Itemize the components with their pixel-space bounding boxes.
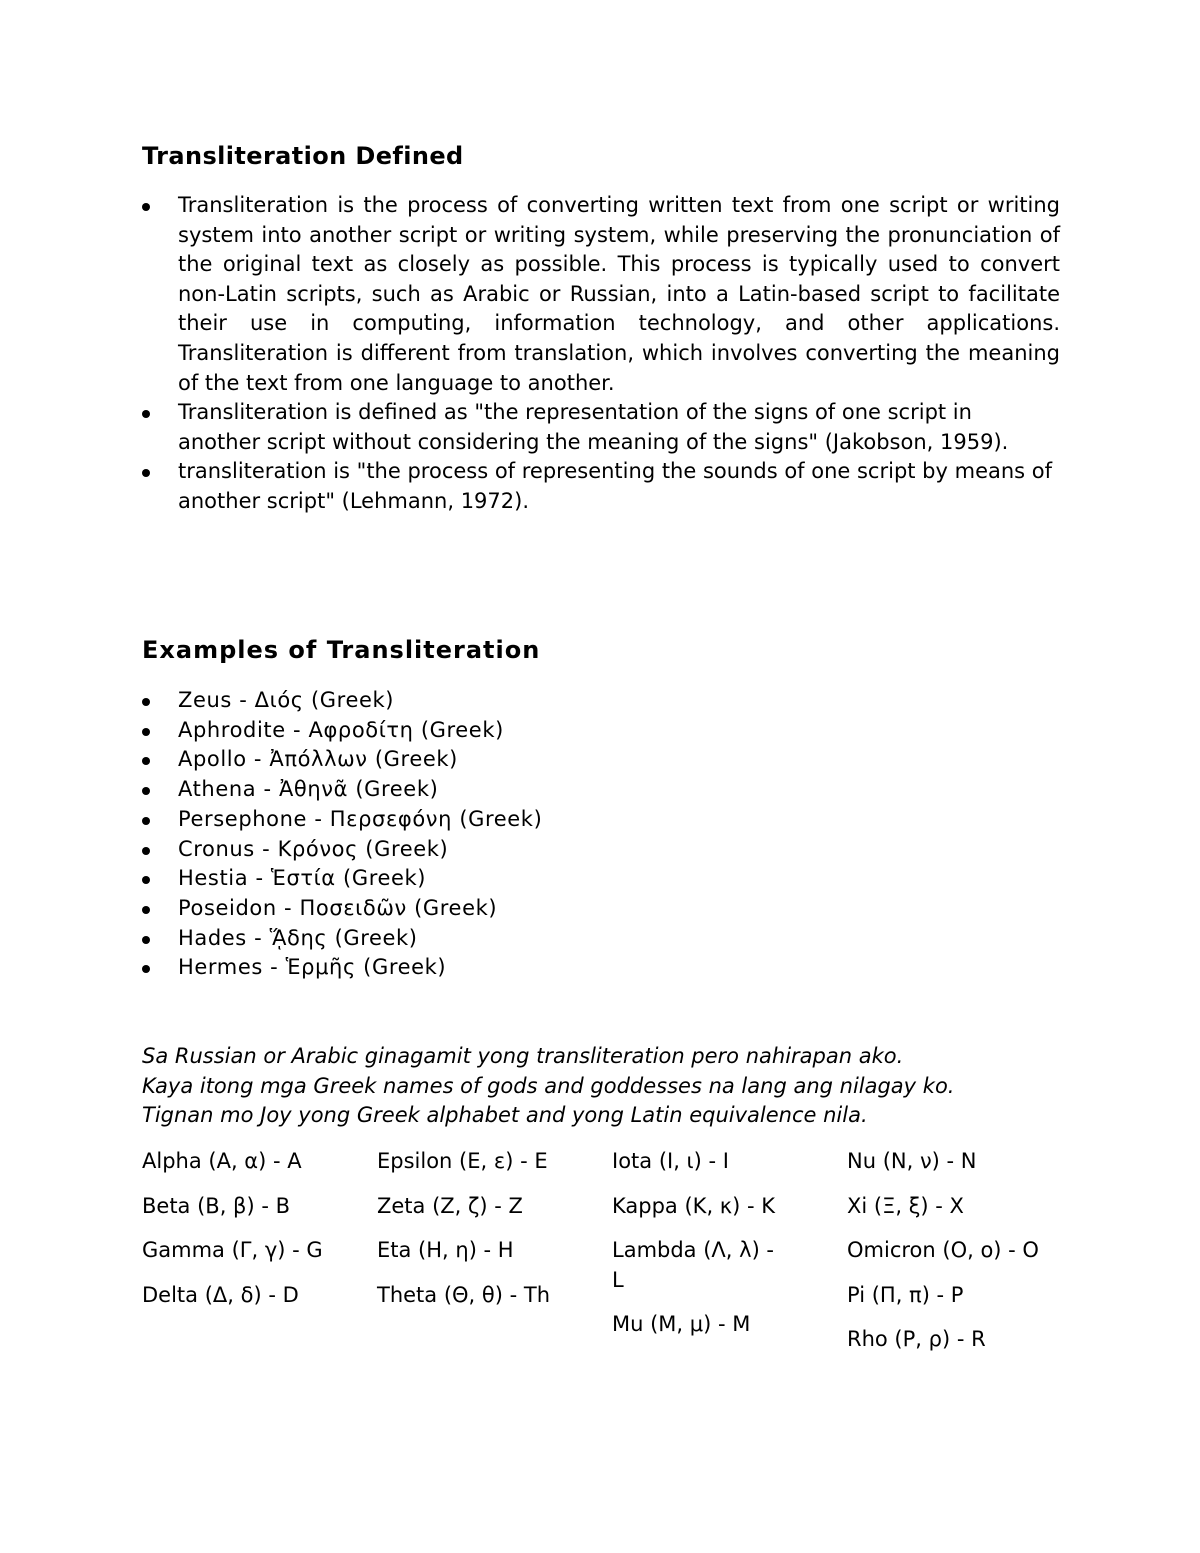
alphabet-entry: Delta (Δ, δ) - D [142, 1282, 299, 1307]
alphabet-entry: Xi (Ξ, ξ) - X [847, 1193, 964, 1218]
list-item [142, 686, 842, 716]
list-item-text: Persephone - Περσεφόνη (Greek) [178, 806, 543, 831]
alphabet-entry: Beta (Β, β) - B [142, 1193, 290, 1218]
alphabet-column [612, 1147, 847, 1370]
list-item-text: transliteration is "the process of representing the sounds of one script by means of another script" (Lehmann, 1972). [178, 459, 1053, 513]
bullet-icon [142, 698, 150, 706]
alphabet-entry: Theta (Θ, θ) - Th [377, 1282, 551, 1307]
list-item-text: Poseidon - Ποσειδῶν (Greek) [178, 895, 498, 920]
bullet-icon [142, 787, 150, 795]
list-item-text: Zeus - Διός (Greek) [178, 688, 395, 712]
alphabet-entry: Alpha (Α, α) - A [142, 1149, 302, 1173]
alphabet-entry: Mu (Μ, μ) - M [612, 1312, 751, 1336]
section-heading-examples: Examples of Transliteration [142, 636, 541, 664]
list-item [142, 457, 1060, 516]
list-item [142, 191, 1060, 398]
alphabet-entry: Lambda (Λ, λ) - L [612, 1238, 775, 1292]
alphabet-entry: Kappa (Κ, κ) - K [612, 1193, 776, 1218]
list-item [142, 398, 1060, 457]
definition-list [142, 191, 1060, 517]
list-item-text: Hermes - Ἑρμῆς (Greek) [178, 955, 447, 980]
bullet-icon [142, 876, 150, 884]
alphabet-entry: Nu (Ν, ν) - N [847, 1149, 977, 1173]
list-item-text: Cronus - Κρόνος (Greek) [178, 836, 449, 861]
alphabet-entry: Gamma (Γ, γ) - G [142, 1238, 323, 1262]
list-item [142, 864, 842, 894]
list-item [142, 835, 842, 865]
examples-list [142, 686, 842, 983]
list-item [142, 894, 842, 924]
bullet-icon [142, 817, 150, 825]
alphabet-entry: Rho (Ρ, ρ) - R [847, 1327, 986, 1351]
alphabet-column [847, 1147, 1082, 1370]
alphabet-entry: Zeta (Ζ, ζ) - Z [377, 1193, 523, 1218]
bullet-icon [142, 936, 150, 944]
bullet-icon [142, 965, 150, 973]
note-line: Kaya itong mga Greek names of gods and goddesses na lang ang nilagay ko. [142, 1073, 955, 1098]
list-item-text: Transliteration is defined as "the representation of the signs of one script in another script without considering the meaning of the signs" (Jakobson, 1959). [178, 400, 1009, 454]
list-item [142, 775, 842, 805]
bullet-icon [142, 410, 150, 418]
list-item-text: Apollo - Ἀπόλλων (Greek) [178, 747, 458, 772]
list-item-text: Transliteration is the process of converting written text from one script or writing system into another script or writing system, while preserving the pronunciation of the original text as closely as possible. This process is typically used to convert non-Latin scripts, such as Arabic or Russian, into a Latin-based script to facilitate their use in computing, information technology, and other applications. Transliteration is different from translation, which involves converting the meaning of the text from one language to another. [178, 193, 1060, 395]
list-item-text: Aphrodite - Αφροδίτη (Greek) [178, 717, 504, 742]
list-item [142, 716, 842, 746]
alphabet-entry: Omicron (Ο, ο) - O [847, 1238, 1039, 1262]
bullet-icon [142, 847, 150, 855]
list-item-text: Athena - Ἀθηνᾶ (Greek) [178, 777, 439, 802]
section-heading-transliteration-defined: Transliteration Defined [142, 142, 464, 170]
note-line: Sa Russian or Arabic ginagamit yong transliteration pero nahirapan ako. [142, 1044, 904, 1068]
list-item-text: Hestia - Ἑστία (Greek) [178, 866, 427, 891]
alphabet-entry: Epsilon (Ε, ε) - E [377, 1149, 548, 1173]
alphabet-column [142, 1147, 377, 1370]
alphabet-entry: Eta (Η, η) - H [377, 1238, 514, 1262]
list-item [142, 953, 842, 983]
italic-note [142, 1042, 1082, 1131]
bullet-icon [142, 203, 150, 211]
alphabet-entry: Iota (Ι, ι) - I [612, 1149, 729, 1173]
list-item [142, 745, 842, 775]
list-item [142, 805, 842, 835]
alphabet-column [377, 1147, 612, 1370]
bullet-icon [142, 906, 150, 914]
alphabet-entry: Pi (Π, π) - P [847, 1282, 964, 1307]
list-item [142, 924, 842, 954]
bullet-icon [142, 728, 150, 736]
greek-alphabet-grid [142, 1147, 1082, 1370]
list-item-text: Hades - ᾍδης (Greek) [178, 925, 418, 950]
note-line: Tignan mo Joy yong Greek alphabet and yong Latin equivalence nila. [142, 1103, 868, 1127]
bullet-icon [142, 469, 150, 477]
bullet-icon [142, 757, 150, 765]
